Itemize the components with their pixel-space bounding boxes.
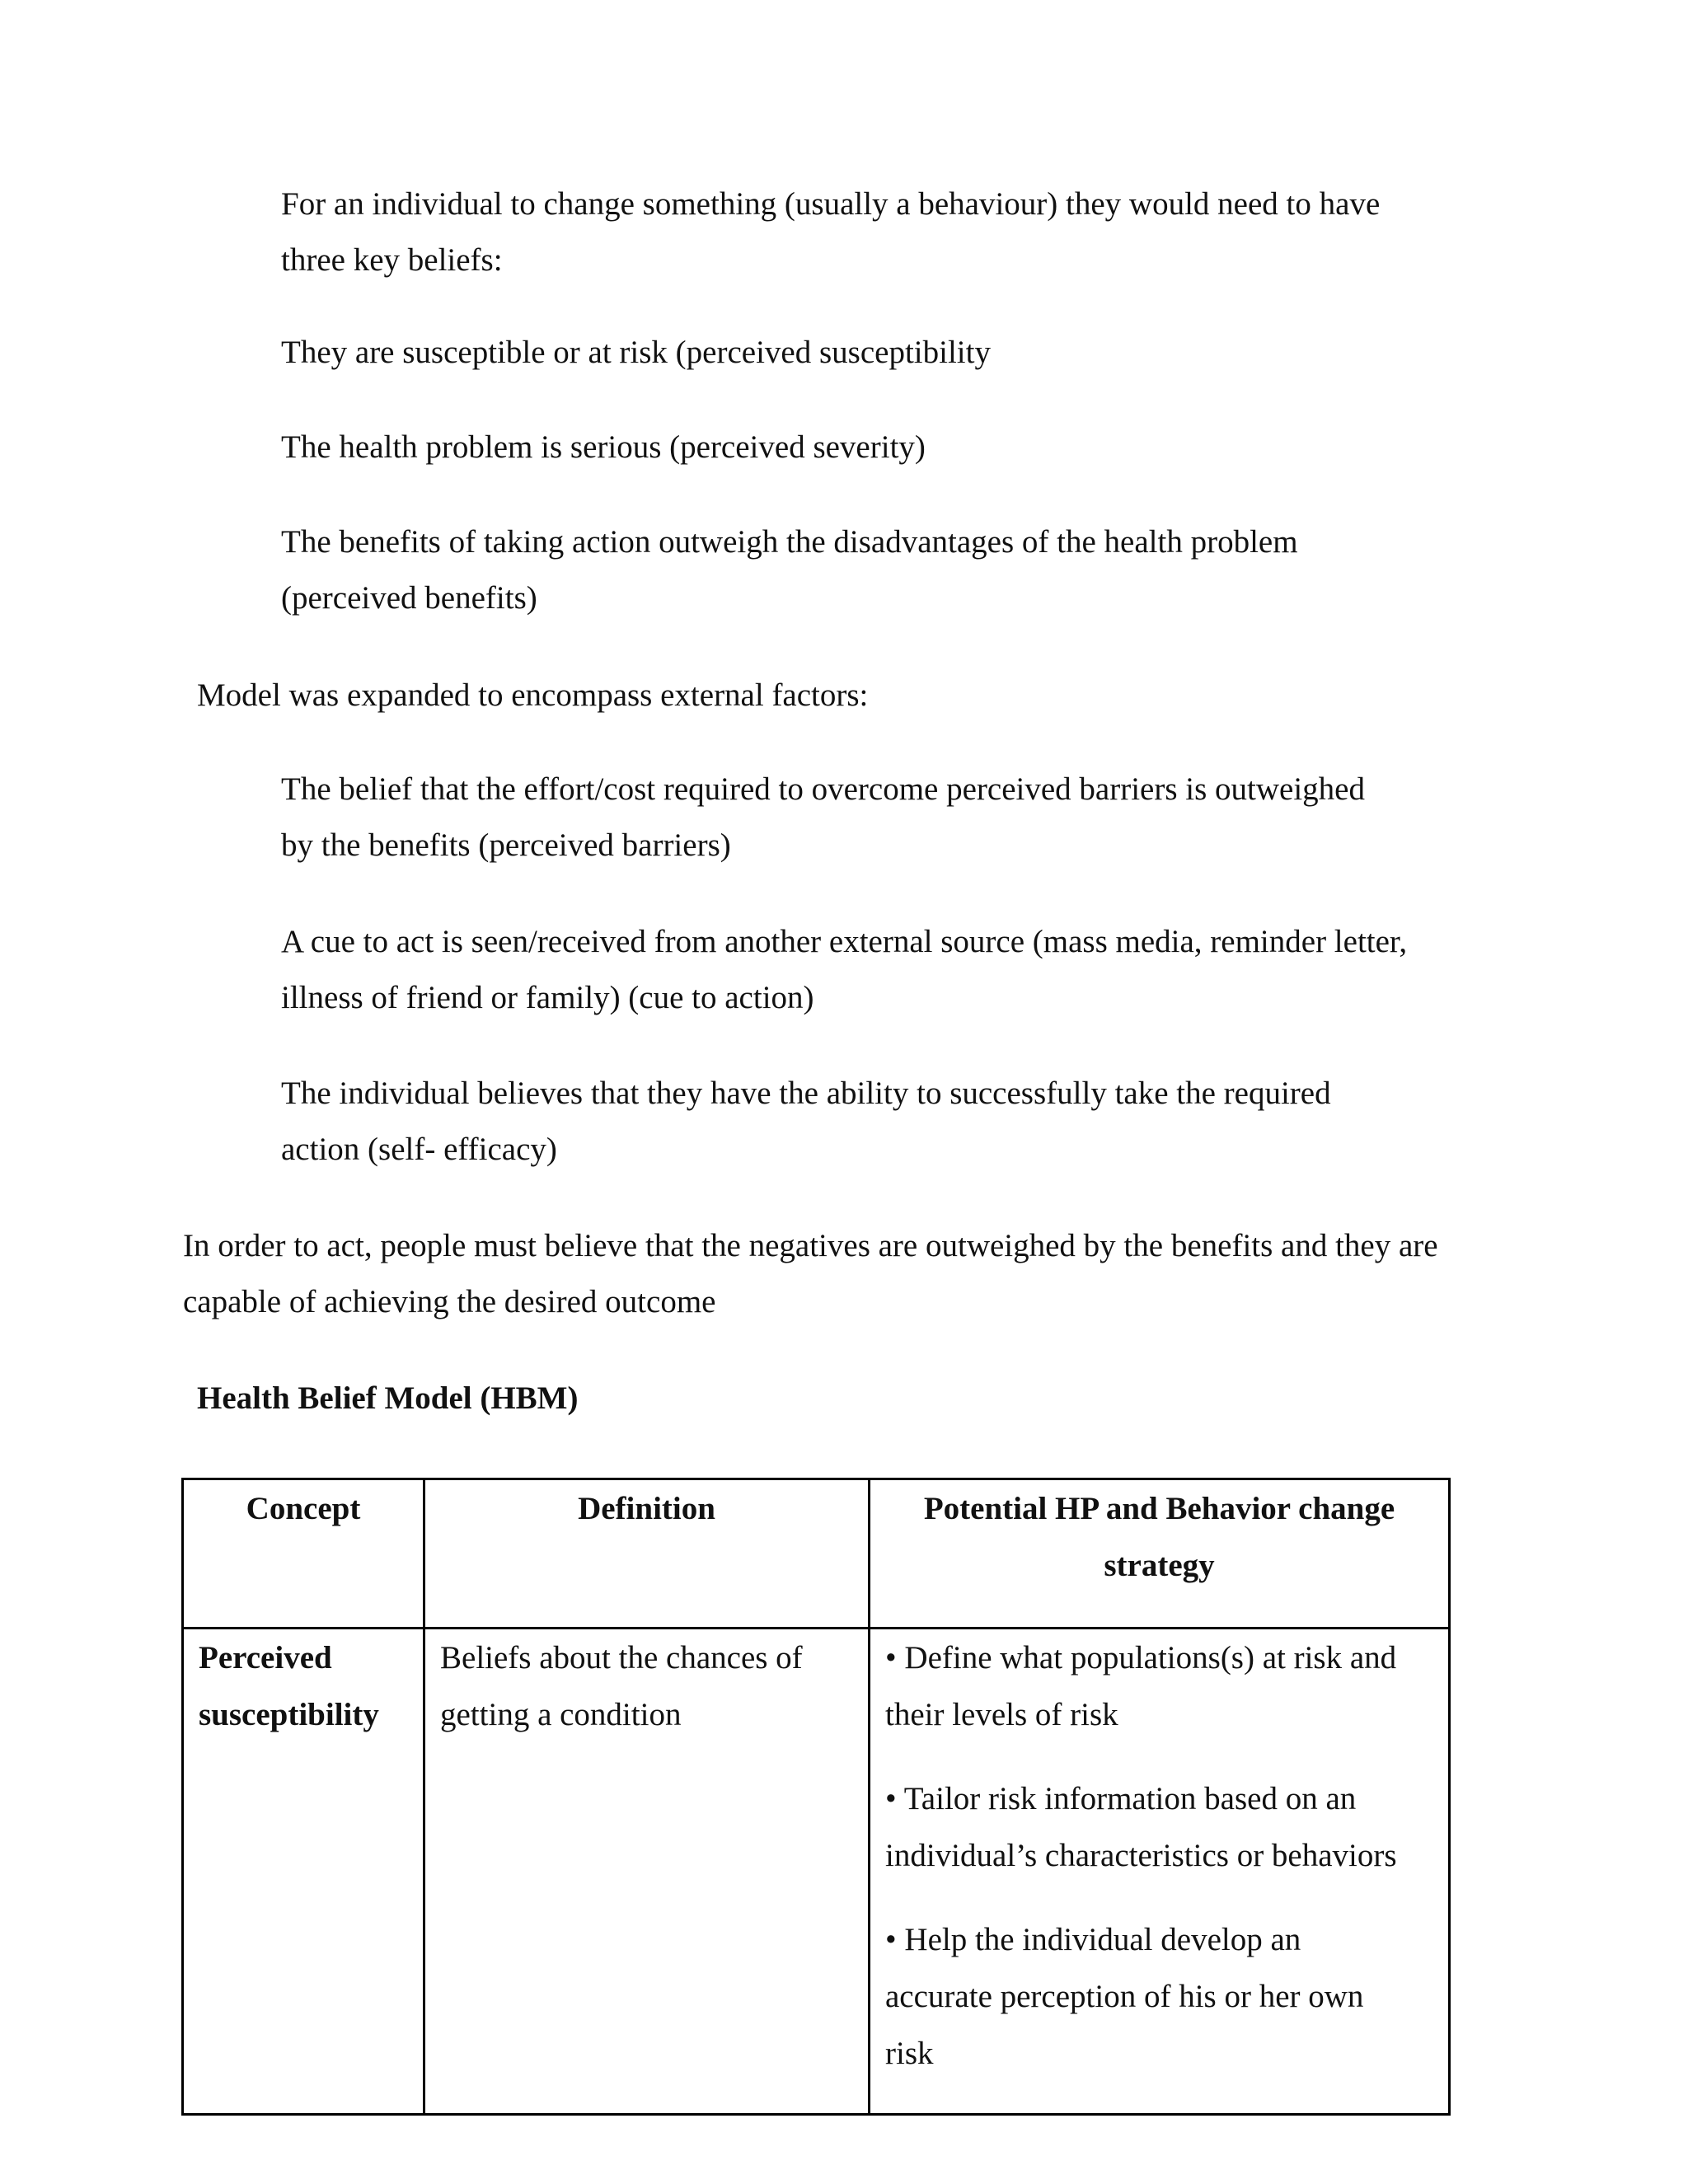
cell-definition (424, 1629, 870, 2115)
table-title (197, 1371, 578, 1427)
concept-line: Perceived (199, 1640, 332, 1675)
intro-paragraph (281, 176, 1380, 288)
strategy-line: • Tailor risk information based on an (885, 1781, 1357, 1816)
strategy-item (885, 1770, 1433, 1884)
factor-cue-to-action (281, 914, 1407, 1026)
strategy-line: their levels of risk (885, 1697, 1118, 1732)
belief-line: (perceived benefits) (281, 580, 537, 616)
conclusion-line-1: In order to act, people must believe that the negatives are outweighed by the benefits and they are (183, 1228, 1438, 1263)
concept-line: susceptibility (199, 1697, 379, 1732)
expanded-heading-text: Model was expanded to encompass external factors: (197, 677, 869, 713)
factor-line: A cue to act is seen/received from another external source (mass media, reminder letter, (281, 924, 1408, 959)
factor-barriers (281, 762, 1365, 874)
cell-strategy (870, 1629, 1450, 2115)
factor-line: by the benefits (perceived barriers) (281, 827, 731, 863)
header-definition-text: Definition (578, 1491, 715, 1526)
definition-line: Beliefs about the chances of (440, 1640, 803, 1675)
header-concept-text: Concept (246, 1491, 361, 1526)
strategy-line: accurate perception of his or her own (885, 1979, 1364, 2014)
cell-concept (183, 1629, 424, 2115)
strategy-line: individual’s characteristics or behaviors (885, 1838, 1397, 1873)
header-definition (424, 1479, 870, 1629)
conclusion-paragraph (183, 1218, 1438, 1330)
belief-benefits (281, 514, 1298, 626)
strategy-item (885, 1629, 1433, 1743)
table-row (183, 1629, 1450, 2115)
strategy-line: risk (885, 2036, 934, 2071)
belief-line: The benefits of taking action outweigh the disadvantages of the health problem (281, 524, 1298, 560)
factor-self-efficacy (281, 1066, 1331, 1178)
intro-line-2: three key beliefs: (281, 242, 503, 278)
belief-susceptibility (281, 325, 991, 381)
factor-line: The individual believes that they have the ability to successfully take the required (281, 1076, 1331, 1111)
factor-line: The belief that the effort/cost required to overcome perceived barriers is outweighed (281, 771, 1365, 807)
conclusion-line-2: capable of achieving the desired outcome (183, 1284, 716, 1319)
intro-line-1: For an individual to change something (usually a behaviour) they would need to have (281, 186, 1381, 222)
definition-line: getting a condition (440, 1697, 682, 1732)
strategy-line: • Define what populations(s) at risk and (885, 1640, 1397, 1675)
table-title-text: Health Belief Model (HBM) (197, 1380, 579, 1416)
header-strategy-line: Potential HP and Behavior change (923, 1491, 1395, 1526)
strategy-item (885, 1911, 1433, 2082)
strategy-line: • Help the individual develop an (885, 1922, 1301, 1957)
header-concept (183, 1479, 424, 1629)
factor-line: action (self- efficacy) (281, 1132, 557, 1167)
belief-line: The health problem is serious (perceived severity) (281, 429, 926, 465)
belief-severity (281, 419, 926, 476)
hbm-table (181, 1478, 1451, 2116)
belief-line: They are susceptible or at risk (perceived susceptibility (281, 335, 991, 370)
header-strategy-line: strategy (1104, 1548, 1215, 1583)
header-strategy (870, 1479, 1450, 1629)
expanded-heading (197, 668, 868, 724)
table-header-row (183, 1479, 1450, 1629)
factor-line: illness of friend or family) (cue to action) (281, 980, 814, 1015)
